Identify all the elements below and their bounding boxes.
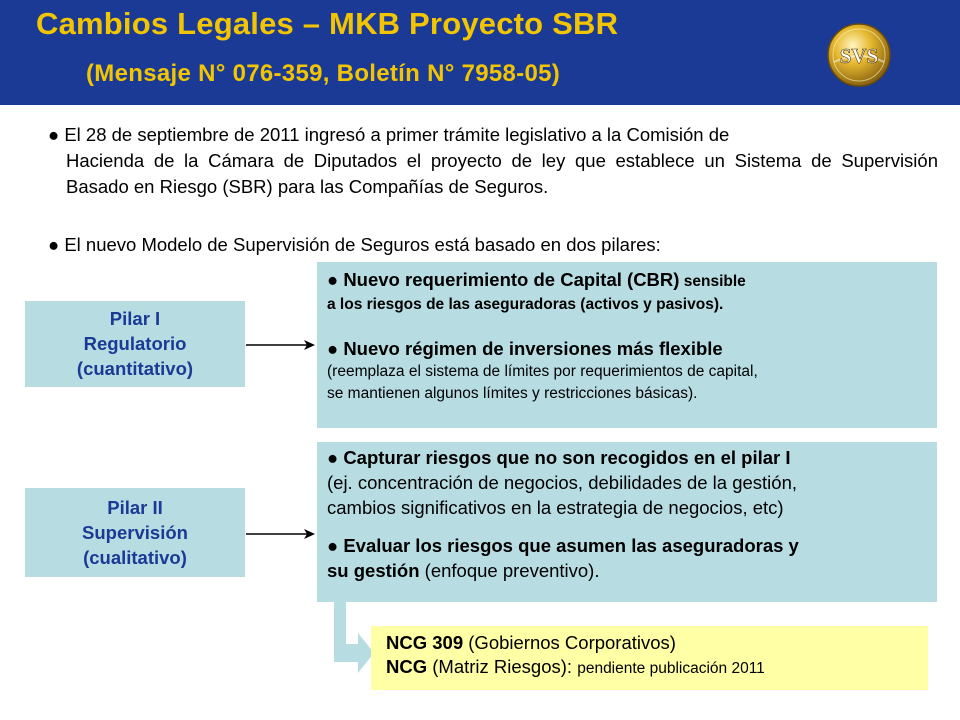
ncg-connector-arrow [330, 600, 375, 680]
title-banner [0, 0, 960, 105]
capital-requirement-desc: a los riesgos de las aseguradoras (activos y pasivos). [327, 296, 724, 313]
pilar-2-box [25, 488, 245, 577]
inversiones-desc-2: se mantienen algunos límites y restricciones básicas). [327, 385, 698, 402]
inversiones-desc-1: (reemplaza el sistema de límites por requerimientos de capital, [327, 363, 758, 380]
capturar-riesgos-desc-1: (ej. concentración de negocios, debilidades de la gestión, [327, 472, 798, 493]
bullet-pilares: ● El nuevo Modelo de Supervisión de Seguros está basado en dos pilares: [48, 234, 661, 255]
pilar-1-name: Regulatorio [83, 333, 187, 354]
svs-logo [826, 22, 892, 88]
capturar-riesgos-desc-2: cambios significativos en la estrategia de negocios, etc) [327, 497, 784, 518]
logo-text: SVS [839, 44, 879, 68]
pilar-2-type: (cualitativo) [83, 547, 187, 568]
bullet-ingreso-line1: ● El 28 de septiembre de 2011 ingresó a primer trámite legislativo a la Comisión de [48, 124, 730, 145]
ncg-matriz-desc: (Matriz Riesgos): [427, 656, 578, 677]
slide-title: Cambios Legales – MKB Proyecto SBR [36, 6, 619, 41]
pilar-2-title: Pilar II [107, 497, 163, 518]
pilar-1-title: Pilar I [109, 308, 161, 329]
bullet-ingreso [48, 122, 938, 200]
pilar-1-box [25, 301, 245, 387]
evaluar-riesgos-tail: (enfoque preventivo). [419, 560, 600, 581]
pilar-1-arrow [245, 337, 317, 353]
ncg-matriz-status: pendiente publicación 2011 [577, 660, 765, 677]
pilar-1-detail-box [317, 262, 937, 428]
slide-subtitle: (Mensaje N° 076-359, Boletín N° 7958-05) [86, 60, 561, 87]
ncg-matriz-label: NCG [386, 656, 428, 677]
pilar-1-type: (cuantitativo) [76, 358, 194, 379]
pilar-2-arrow [245, 526, 317, 542]
ncg-box [371, 626, 928, 690]
evaluar-riesgos-bold: su gestión [327, 560, 420, 581]
pilar-2-name: Supervisión [82, 522, 188, 543]
evaluar-riesgos-heading: ● Evaluar los riesgos que asumen las aseguradoras y [327, 535, 799, 556]
capturar-riesgos-heading: ● Capturar riesgos que no son recogidos en el pilar I [327, 447, 791, 468]
pilar-2-detail-box [317, 442, 937, 602]
ncg-309-label: NCG 309 [386, 632, 464, 653]
capital-requirement-heading: ● Nuevo requerimiento de Capital (CBR) [327, 269, 680, 290]
capital-requirement-tail: sensible [679, 273, 746, 290]
bullet-ingreso-rest: Hacienda de la Cámara de Diputados el proyecto de ley que establece un Sistema de Supervisión Basado en Riesgo (SBR) para las Compañías de Seguros. [66, 150, 938, 197]
ncg-309-desc: (Gobiernos Corporativos) [463, 632, 676, 653]
inversiones-heading: ● Nuevo régimen de inversiones más flexible [327, 338, 723, 359]
